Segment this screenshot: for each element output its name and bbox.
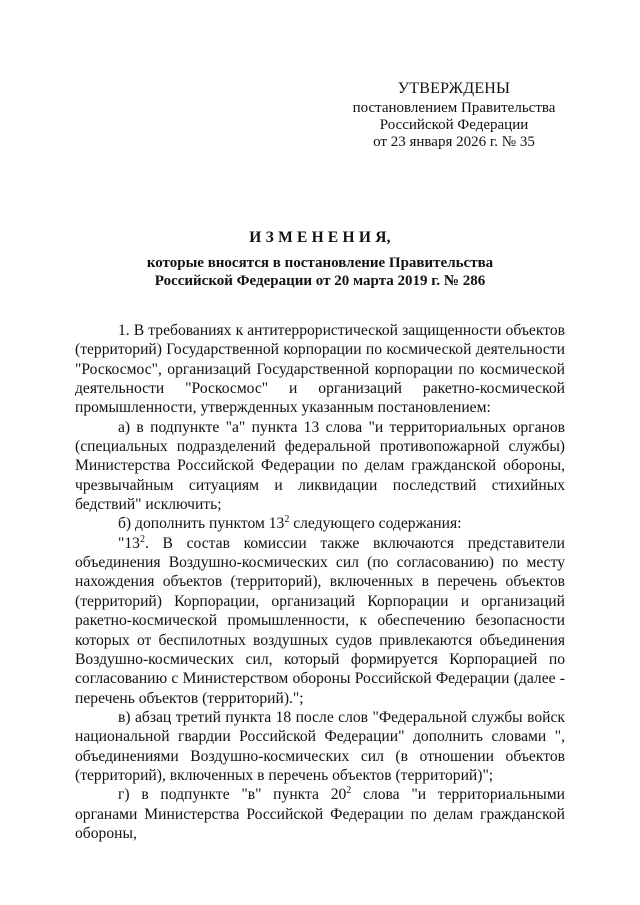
document-title	[75, 229, 565, 290]
paragraph-1: 1. В требованиях к антитеррористической защищенности объектов (территорий) Государственной корпорации по космической деятельности "Роскосмос", организаций Государственной корпорации по космической деятельности "Роскосмос" и организаций ракетно-космической промышленности, утвержденных указанным постановлением:	[75, 322, 565, 417]
title-sub-line-2: Российской Федерации от 20 марта 2019 г. № 286	[154, 273, 486, 289]
paragraph-5: в) абзац третий пункта 18 после слов "Федеральной службы войск национальной гвардии Российской Федерации" дополнить словами ", объединениями Воздушно-космических сил (в отношении объектов (территорий), включенных в перечень объектов (территорий)";	[75, 708, 565, 784]
paragraph-6-text-end: слова "и территориальными органами Министерства Российской Федерации по делам гражданской обороны,	[75, 786, 565, 842]
approval-line-1: постановлением Правительства	[352, 100, 556, 116]
approval-line-2: Российской Федерации	[379, 117, 529, 133]
paragraph-3-text: б) дополнить пунктом 13	[118, 515, 285, 533]
paragraph-3-text-end: следующего содержания:	[289, 515, 462, 533]
paragraph-2: а) в подпункте "а" пункта 13 слова "и территориальных органов (специальных подразделений федеральной противопожарной службы) Министерства Российской Федерации по делам гражданской обороны, чрезвычайным ситуациям и ликвидации последствий стихийных бедствий" исключить;	[75, 418, 565, 514]
paragraph-4-text-end: . В состав комиссии также включаются представители объединения Воздушно-космических сил (по согласованию) по месту нахождения объектов (территорий), включенных в перечень объектов (территорий) Корпорации, организаций Корпорации и организаций ракетно-космической промышленности, к обеспечению безопасности которых от беспилотных воздушных судов привлекаются объединения Воздушно-космических сил, который формируется Корпорацией по согласованию с Министерством обороны Российской Федерации (далее - перечень объектов (территорий).";	[75, 534, 565, 707]
title-main: И З М Е Н Е Н И Я,	[249, 229, 391, 246]
title-sub-line-1: которые вносятся в постановление Правительства	[146, 255, 494, 271]
superscript: 2	[139, 533, 145, 545]
superscript: 2	[284, 514, 290, 526]
paragraph-3	[75, 514, 565, 533]
approval-stamp	[340, 80, 568, 151]
superscript: 2	[346, 785, 352, 797]
paragraph-6-text: г) в подпункте "в" пункта 20	[118, 786, 347, 804]
approval-heading: УТВЕРЖДЕНЫ	[397, 80, 511, 97]
approval-line-3: от 23 января 2026 г. № 35	[373, 134, 535, 150]
paragraph-4-text: "13	[118, 534, 140, 552]
document-body	[75, 321, 565, 843]
paragraph-6	[75, 785, 565, 843]
paragraph-4	[75, 534, 565, 708]
